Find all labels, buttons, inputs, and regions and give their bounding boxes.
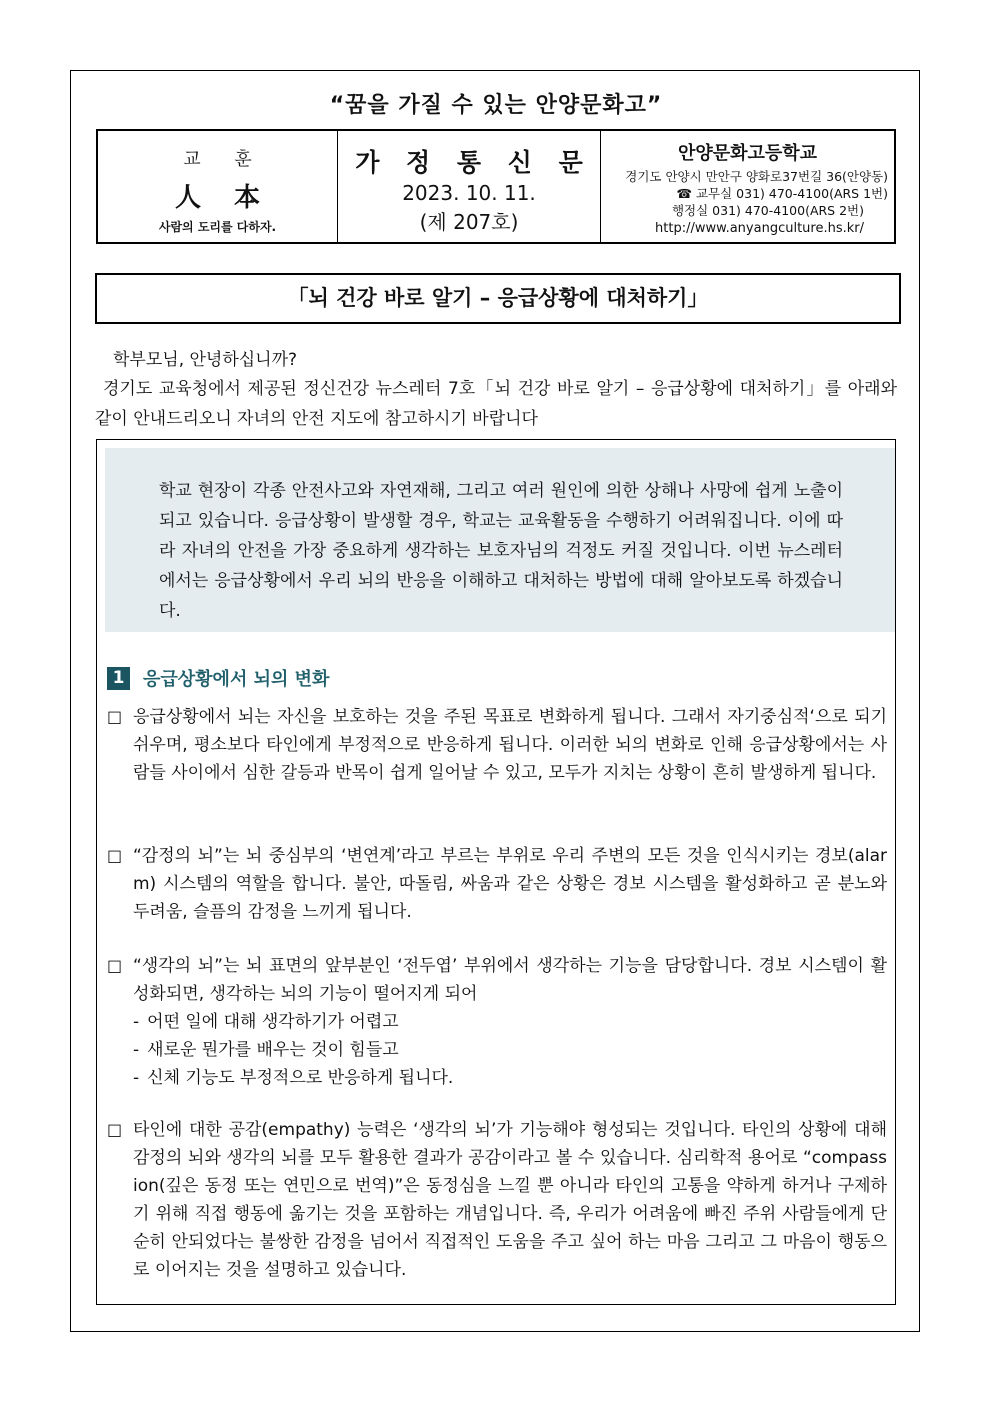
checkbox-square-icon: □ <box>107 956 123 975</box>
checkbox-square-icon: □ <box>107 846 123 865</box>
topic-title: 「뇌 건강 바로 알기 – 응급상황에 대처하기」 <box>95 273 901 324</box>
school-name: 안양문화고등학교 <box>677 143 818 164</box>
school-slogan: “꿈을 가질 수 있는 안양문화고” <box>329 93 663 118</box>
bullet-text: 응급상황에서 뇌는 자신을 보호하는 것을 주된 목표로 변화하게 됩니다. 그래서 자기중심적‘으로 되기 쉬우며, 평소보다 타인에게 부정적으로 반응하게 됩니다. 이러한 뇌의 변화로 인해 응급상황에서는 사람들 사이에서 심한 갈등과 반목이 쉽게 일어날 수 있고, 모두가 지치는 상황이 흔히 발생하게 됩니다. <box>133 707 887 783</box>
bullet-text: “감정의 뇌”는 뇌 중심부의 ‘변연계’라고 부르는 부위로 우리 주변의 모든 것을 인식시키는 경보(alarm) 시스템의 역할을 합니다. 불안, 따돌림, 싸움과 같은 상황은 경보 시스템을 활성화하고 곧 분노와 두려움, 슬픔의 감정을 느끼게 됩니다. <box>133 846 887 922</box>
sub-list-item <box>133 1008 887 1036</box>
bullet-item <box>107 952 887 1092</box>
school-info-cell <box>601 131 894 242</box>
sub-list-item <box>133 1064 887 1092</box>
bullet-text: 타인에 대한 공감(empathy) 능력은 ‘생각의 뇌’가 기능해야 형성되는 것입니다. 타인의 상황에 대해 감정의 뇌와 생각의 뇌를 모두 활용한 결과가 공감이라고 볼 수 있습니다. 심리학적 용어로 “compassion(깊은 동정 또는 연민으로 번역)”은 동정심을 느낄 뿐 아니라 타인의 고통을 약하게 하거나 구제하기 위해 직접 행동에 옮기는 것을 포함하는 개념입니다. 즉, 우리가 어려움에 빠진 주위 사람들에게 단순히 안되었다는 불쌍한 감정을 넘어서 직접적인 도움을 주고 싶어 하는 마음 그리고 그 마음이 행동으로 이어지는 것을 설명하고 있습니다. <box>133 1120 887 1280</box>
letterhead-table <box>96 129 896 244</box>
intro-paragraph: 경기도 교육청에서 제공된 정신건강 뉴스레터 7호「뇌 건강 바로 알기 – 응급상황에 대처하기」를 아래와 같이 안내드리오니 자녀의 안전 지도에 참고하시기 바랍니다 <box>95 379 897 429</box>
bullet-item <box>107 842 887 926</box>
bullet-item <box>107 703 887 787</box>
checkbox-square-icon: □ <box>107 1120 123 1139</box>
motto-main: 人 本 <box>174 183 273 213</box>
bullet-text: “생각의 뇌”는 뇌 표면의 앞부분인 ‘전두엽’ 부위에서 생각하는 기능을 담당합니다. 경보 시스템이 활성화되면, 생각하는 뇌의 기능이 떨어지게 되어 <box>133 956 887 1004</box>
summary-text: 학교 현장이 각종 안전사고와 자연재해, 그리고 여러 원인에 의한 상해나 사망에 쉽게 노출이 되고 있습니다. 응급상황이 발생할 경우, 학교는 교육활동을 수행하기 어려워집니다. 이에 따라 자녀의 안전을 가장 중요하게 생각하는 보호자님의 걱정도 커질 것입니다. 이번 뉴스레터에서는 응급상황에서 우리 뇌의 반응을 이해하고 대처하는 방법에 대해 알아보도록 하겠습니다. <box>159 481 843 621</box>
section-heading <box>107 665 329 691</box>
newsletter-issue: (제 207호) <box>419 210 519 234</box>
motto-cell <box>98 131 338 242</box>
bullet-item <box>107 1116 887 1284</box>
newsletter-title-cell <box>338 131 601 242</box>
summary-box <box>105 448 895 632</box>
section-title: 응급상황에서 뇌의 변화 <box>143 669 330 690</box>
school-phone-teachers: ☎ 교무실 031) 470-4100(ARS 1번) <box>676 186 888 201</box>
sub-list-item <box>133 1036 887 1064</box>
sub-list <box>133 1008 887 1092</box>
motto-label: 교 훈 <box>183 149 266 170</box>
sub-list-text: 새로운 뭔가를 배우는 것이 힘들고 <box>147 1040 399 1060</box>
sub-list-text: 어떤 일에 대해 생각하기가 어렵고 <box>147 1012 399 1032</box>
dash-icon: - <box>133 1012 140 1032</box>
newsletter-title: 가 정 통 신 문 <box>355 148 592 177</box>
newsletter-date: 2023. 10. 11. <box>402 181 536 205</box>
motto-subtitle: 사람의 도리를 다하자. <box>158 220 277 234</box>
school-address: 경기도 안양시 만안구 양화로37번길 36(안양동) <box>625 169 888 184</box>
school-phone-admin: 행정실 031) 470-4100(ARS 2번) <box>671 203 864 218</box>
greeting: 학부모님, 안녕하십니까? <box>113 350 298 370</box>
section-number-badge: 1 <box>107 667 130 690</box>
sub-list-text: 신체 기능도 부정적으로 반응하게 됩니다. <box>147 1068 454 1088</box>
school-url-link[interactable]: http://www.anyangculture.hs.kr/ <box>655 221 864 236</box>
checkbox-square-icon: □ <box>107 707 123 726</box>
dash-icon: - <box>133 1068 140 1088</box>
dash-icon: - <box>133 1040 140 1060</box>
content-box <box>96 439 896 1305</box>
